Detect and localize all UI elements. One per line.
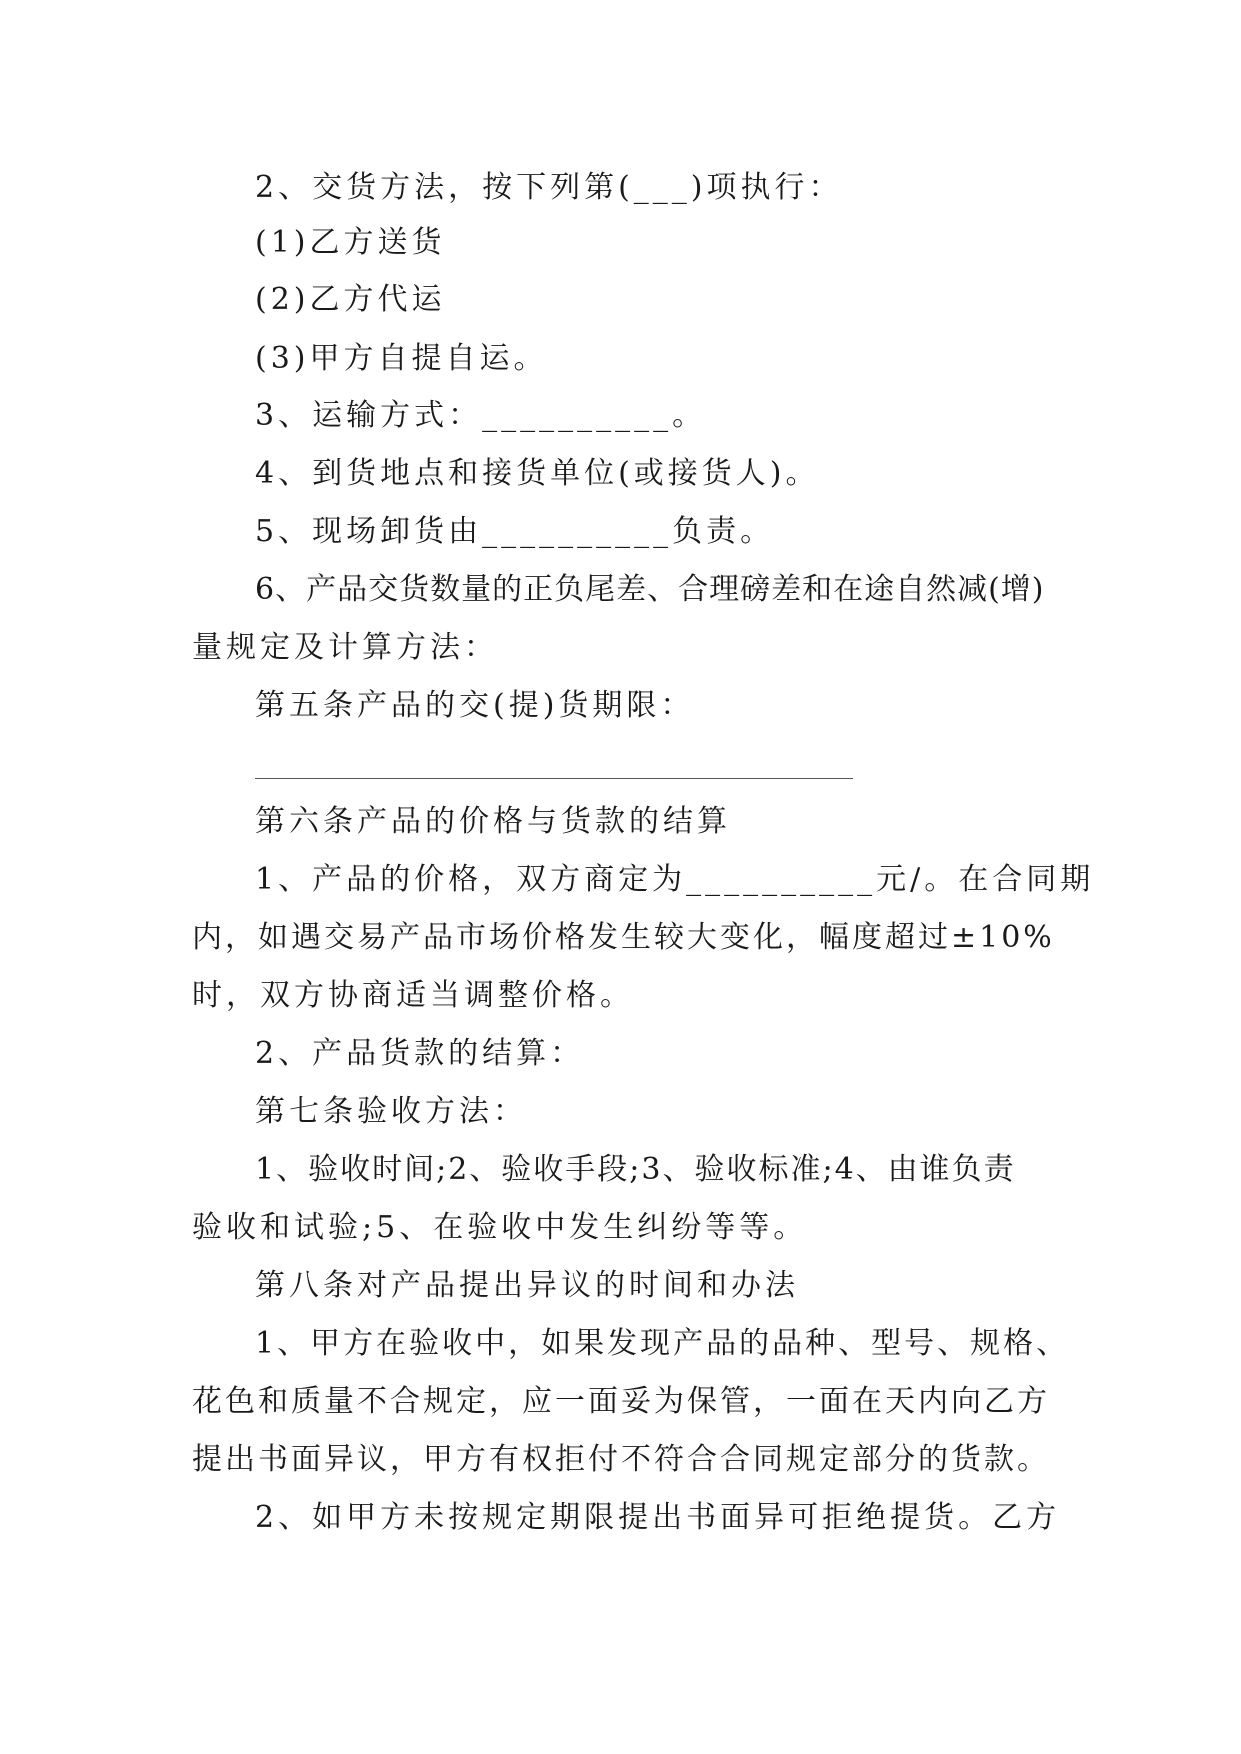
text-line: 提出书面异议，甲方有权拒付不符合合同规定部分的货款。 [192, 1442, 1050, 1477]
text-line: 1、验收时间;2、验收手段;3、验收标准;4、由谁负责 [255, 1152, 1016, 1187]
text-line: 第六条产品的价格与货款的结算 [255, 804, 731, 839]
text-line: 花色和质量不合规定，应一面妥为保管，一面在天内向乙方 [192, 1384, 1050, 1419]
text-line: 5、现场卸货由__________负责。 [255, 514, 775, 549]
text-line: 第五条产品的交(提)货期限： [255, 688, 695, 723]
text-line: 2、产品货款的结算： [255, 1036, 585, 1071]
blank-underline [255, 778, 853, 779]
text-line: 时，双方协商适当调整价格。 [192, 978, 634, 1013]
text-line: (2)乙方代运 [255, 282, 446, 317]
text-line: 2、如甲方未按规定期限提出书面异可拒绝提货。乙方 [255, 1500, 1061, 1535]
text-line: (1)乙方送货 [255, 225, 446, 260]
text-line: 验收和试验;5、在验收中发生纠纷等等。 [192, 1210, 808, 1245]
text-line: 3、运输方式：__________。 [255, 398, 707, 433]
text-line: 第八条对产品提出异议的时间和办法 [255, 1268, 799, 1303]
text-line: 6、产品交货数量的正负尾差、合理磅差和在途自然减(增) [255, 572, 1045, 607]
text-line: 4、到货地点和接货单位(或接货人)。 [255, 456, 820, 491]
text-line: 第七条验收方法： [255, 1094, 527, 1129]
text-line: (3)甲方自提自运。 [255, 341, 548, 376]
text-line: 量规定及计算方法： [192, 630, 498, 665]
text-line: 2、交货方法，按下列第(___)项执行： [255, 170, 843, 205]
text-line: 1、甲方在验收中，如果发现产品的品种、型号、规格、 [255, 1326, 1070, 1361]
text-line: 内，如遇交易产品市场价格发生较大变化，幅度超过±10% [192, 920, 1055, 955]
text-line: 1、产品的价格，双方商定为__________元/。在合同期 [255, 862, 1095, 897]
